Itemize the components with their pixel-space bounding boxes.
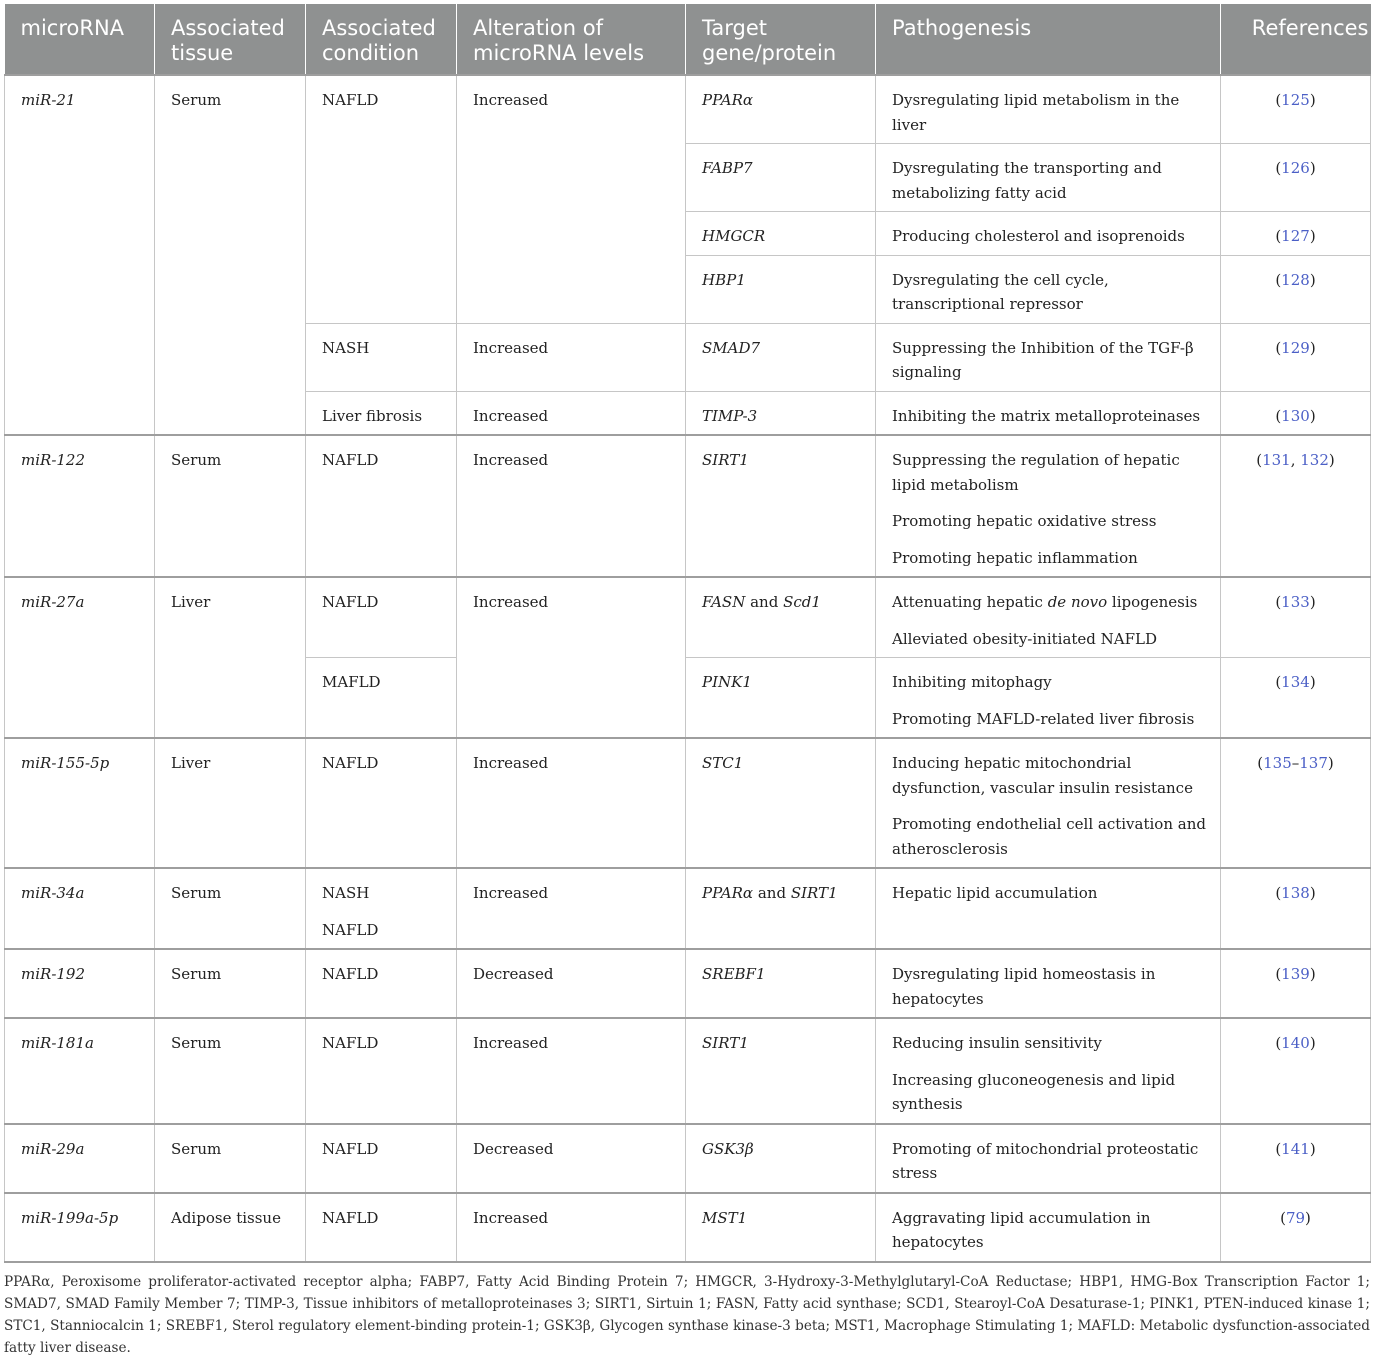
target-cell: FABP7: [686, 144, 876, 212]
pathogenesis-cell: Suppressing the Inhibition of the TGF-β signaling: [876, 323, 1221, 391]
condition-cell: NAFLD: [306, 738, 457, 868]
tissue-cell: Adipose tissue: [155, 1193, 306, 1262]
pathogenesis-line: Promoting MAFLD-related liver fibrosis: [892, 709, 1195, 728]
target-cell: [686, 577, 876, 658]
microrna-name: miR-192: [5, 949, 155, 1018]
reference-cell: (79): [1221, 1193, 1371, 1262]
tissue-cell: Liver: [155, 738, 306, 868]
reference-cell: (125): [1221, 75, 1371, 144]
reference-cell: (131, 132): [1221, 435, 1371, 577]
pathogenesis-line: Suppressing the regulation of hepatic lipid metabolism: [892, 451, 1180, 494]
tissue-cell: Serum: [155, 949, 306, 1018]
header-pathogenesis: Pathogenesis: [876, 4, 1221, 75]
table-row: [5, 1193, 1371, 1262]
reference-link[interactable]: 139: [1281, 965, 1310, 983]
microrna-name: miR-122: [5, 435, 155, 577]
pathogenesis-line: Promoting hepatic inflammation: [892, 548, 1138, 567]
reference-link[interactable]: 133: [1281, 593, 1310, 611]
reference-separator: –: [1291, 754, 1300, 772]
gene-name: Scd1: [783, 593, 821, 611]
pathogenesis-cell: Dysregulating lipid metabolism in the liver: [876, 75, 1221, 144]
target-cell: HBP1: [686, 255, 876, 323]
target-cell: TIMP-3: [686, 391, 876, 435]
header-microrna: microRNA: [5, 4, 155, 75]
target-cell: PPARα: [686, 75, 876, 144]
pathogenesis-cell: Promoting of mitochondrial proteostatic stress: [876, 1124, 1221, 1193]
pathogenesis-line: Reducing insulin sensitivity: [892, 1034, 1102, 1052]
reference-cell: (128): [1221, 255, 1371, 323]
reference-cell: (126): [1221, 144, 1371, 212]
reference-cell: (129): [1221, 323, 1371, 391]
pathogenesis-text: lipogenesis: [1107, 593, 1198, 611]
pathogenesis-cell: [876, 1018, 1221, 1124]
target-cell: PINK1: [686, 658, 876, 739]
reference-link[interactable]: 138: [1281, 884, 1310, 902]
target-cell: [686, 868, 876, 949]
header-row: [5, 4, 1371, 75]
microrna-name: miR-199a-5p: [5, 1193, 155, 1262]
tissue-cell: Liver: [155, 577, 306, 738]
reference-link[interactable]: 141: [1281, 1139, 1310, 1158]
alteration-cell: Increased: [457, 1193, 686, 1262]
pathogenesis-line: Inhibiting mitophagy: [892, 673, 1052, 691]
condition-cell: NAFLD: [306, 435, 457, 577]
reference-cell: (139): [1221, 949, 1371, 1018]
reference-link[interactable]: 126: [1281, 159, 1310, 177]
target-cell: MST1: [686, 1193, 876, 1262]
pathogenesis-line: Increasing gluconeogenesis and lipid synthesis: [892, 1070, 1176, 1113]
reference-link[interactable]: 137: [1299, 754, 1328, 772]
alteration-cell: Increased: [457, 868, 686, 949]
reference-cell: (130): [1221, 391, 1371, 435]
condition-cell: NAFLD: [306, 577, 457, 658]
alteration-cell: Increased: [457, 75, 686, 323]
condition-line: NASH: [322, 884, 370, 902]
alteration-cell: Increased: [457, 391, 686, 435]
header-references: References: [1221, 4, 1371, 75]
reference-cell: (140): [1221, 1018, 1371, 1124]
microrna-name: miR-34a: [5, 868, 155, 949]
reference-link[interactable]: 140: [1281, 1034, 1310, 1052]
microrna-name: miR-29a: [5, 1124, 155, 1193]
alteration-cell: Increased: [457, 435, 686, 577]
gene-name: FASN: [702, 593, 746, 611]
pathogenesis-line: Alleviated obesity-initiated NAFLD: [892, 629, 1158, 648]
reference-cell: (141): [1221, 1124, 1371, 1193]
gene-name: PPARα: [702, 884, 754, 902]
table-row: [5, 1018, 1371, 1124]
reference-cell: (127): [1221, 212, 1371, 256]
header-alteration: Alteration of microRNA levels: [457, 4, 686, 75]
tissue-cell: Serum: [155, 435, 306, 577]
header-tissue: Associated tissue: [155, 4, 306, 75]
pathogenesis-cell: Dysregulating lipid homeostasis in hepatocytes: [876, 949, 1221, 1018]
condition-cell: Liver fibrosis: [306, 391, 457, 435]
table-row: [5, 738, 1371, 868]
gene-conjunction: and: [753, 884, 791, 902]
alteration-cell: Increased: [457, 1018, 686, 1124]
pathogenesis-cell: Inhibiting the matrix metalloproteinases: [876, 391, 1221, 435]
alteration-cell: Increased: [457, 577, 686, 738]
reference-link[interactable]: 131: [1262, 451, 1291, 469]
pathogenesis-line: Promoting hepatic oxidative stress: [892, 512, 1157, 530]
reference-link[interactable]: 128: [1281, 270, 1310, 289]
target-cell: SREBF1: [686, 949, 876, 1018]
target-cell: HMGCR: [686, 212, 876, 256]
pathogenesis-line: Promoting endothelial cell activation and atherosclerosis: [892, 815, 1206, 858]
target-cell: STC1: [686, 738, 876, 868]
tissue-cell: Serum: [155, 1018, 306, 1124]
tissue-cell: Serum: [155, 1124, 306, 1193]
microrna-name: miR-27a: [5, 577, 155, 738]
pathogenesis-cell: [876, 435, 1221, 577]
target-cell: GSK3β: [686, 1124, 876, 1193]
condition-line: NAFLD: [322, 920, 379, 939]
pathogenesis-line: [892, 590, 1212, 615]
reference-link[interactable]: 134: [1281, 673, 1310, 691]
table-row: [5, 435, 1371, 577]
reference-cell: (134): [1221, 658, 1371, 739]
microrna-name: miR-155-5p: [5, 738, 155, 868]
condition-cell: NAFLD: [306, 1124, 457, 1193]
reference-cell: (138): [1221, 868, 1371, 949]
alteration-cell: Decreased: [457, 1124, 686, 1193]
gene-name: SIRT1: [790, 884, 838, 902]
table-row: [5, 577, 1371, 658]
condition-cell: [306, 868, 457, 949]
reference-link[interactable]: 79: [1285, 1208, 1306, 1227]
condition-cell: NAFLD: [306, 949, 457, 1018]
target-cell: SIRT1: [686, 1018, 876, 1124]
condition-cell: NAFLD: [306, 1193, 457, 1262]
condition-cell: NAFLD: [306, 75, 457, 323]
microrna-name: miR-181a: [5, 1018, 155, 1124]
condition-cell: NASH: [306, 323, 457, 391]
reference-link[interactable]: 125: [1281, 91, 1310, 109]
alteration-cell: Increased: [457, 738, 686, 868]
reference-link[interactable]: 130: [1281, 406, 1310, 425]
pathogenesis-emphasis: de novo: [1047, 593, 1108, 611]
table-row: [5, 1124, 1371, 1193]
pathogenesis-line: Inducing hepatic mitochondrial dysfunction, vascular insulin resistance: [892, 754, 1193, 797]
pathogenesis-cell: Hepatic lipid accumulation: [876, 868, 1221, 949]
pathogenesis-text: Attenuating hepatic: [892, 593, 1048, 611]
pathogenesis-cell: [876, 658, 1221, 739]
pathogenesis-cell: Dysregulating the cell cycle, transcriptional repressor: [876, 255, 1221, 323]
alteration-cell: Increased: [457, 323, 686, 391]
table-row: [5, 949, 1371, 1018]
alteration-cell: Decreased: [457, 949, 686, 1018]
gene-conjunction: and: [745, 593, 784, 611]
header-condition: Associated condition: [306, 4, 457, 75]
tissue-cell: Serum: [155, 868, 306, 949]
table-row: [5, 75, 1371, 144]
target-cell: SIRT1: [686, 435, 876, 577]
table-footnote: PPARα, Peroxisome proliferator-activated receptor alpha; FABP7, Fatty Acid Binding Protein 7; HMGCR, 3-Hydroxy-3-Methylglutaryl-CoA Reductase; HBP1, HMG-Box Transcription Factor 1; SMAD7, SMAD Family Member 7; TIMP-3, Tissue inhibitors of metalloproteinases 3; SIRT1, Sirtuin 1; FASN, Fatty acid synthase; SCD1, Stearoyl-CoA Desaturase-1; PINK1, PTEN-induced kinase 1; STC1, Stanniocalcin 1; SREBF1, Sterol regulatory element-binding protein-1; GSK3β, Glycogen synthase kinase-3 beta; MST1, Macrophage Stimulating 1; MAFLD: Metabolic dysfunction-associated fatty liver disease.: [4, 1273, 1370, 1356]
target-cell: SMAD7: [686, 323, 876, 391]
microrna-table: [4, 4, 1371, 1263]
pathogenesis-cell: Aggravating lipid accumulation in hepatocytes: [876, 1193, 1221, 1262]
reference-link[interactable]: 129: [1281, 338, 1310, 357]
reference-cell: (133): [1221, 577, 1371, 658]
reference-link[interactable]: 127: [1281, 227, 1310, 245]
reference-cell: (135–137): [1221, 738, 1371, 868]
reference-separator: ,: [1290, 451, 1301, 469]
reference-link[interactable]: 132: [1300, 451, 1329, 469]
pathogenesis-cell: Producing cholesterol and isoprenoids: [876, 212, 1221, 256]
pathogenesis-cell: [876, 577, 1221, 658]
table-row: [5, 868, 1371, 949]
condition-cell: MAFLD: [306, 658, 457, 739]
header-target: Target gene/protein: [686, 4, 876, 75]
microrna-name: miR-21: [5, 75, 155, 435]
reference-link[interactable]: 135: [1263, 754, 1292, 772]
tissue-cell: Serum: [155, 75, 306, 435]
pathogenesis-cell: [876, 738, 1221, 868]
condition-cell: NAFLD: [306, 1018, 457, 1124]
pathogenesis-cell: Dysregulating the transporting and metabolizing fatty acid: [876, 144, 1221, 212]
document: [4, 4, 1370, 1359]
